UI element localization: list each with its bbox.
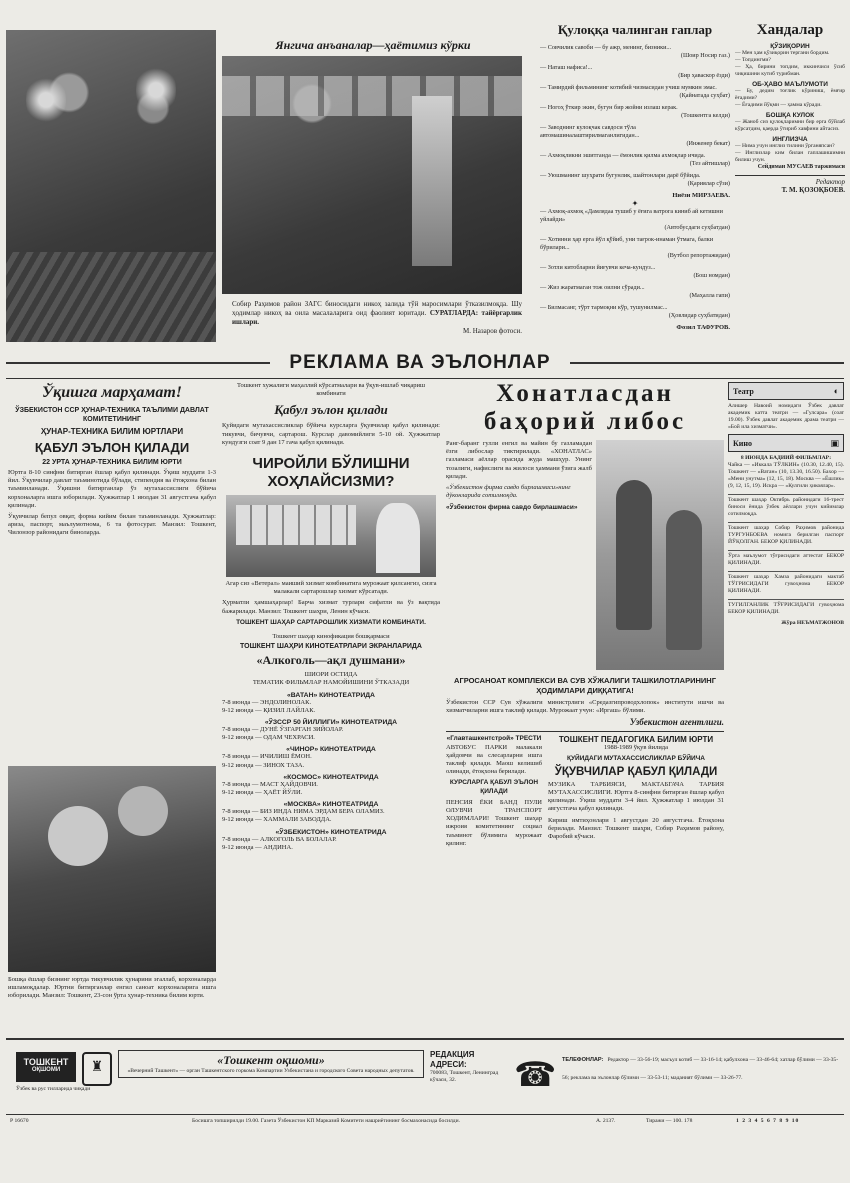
col2-head: Қабул эълон қилади <box>274 402 388 418</box>
col1-sub3: 22 УРТА ҲУНАР-ТЕХНИКА БИЛИМ ЮРТИ <box>42 459 182 466</box>
footer-order: А. 2137. <box>596 1118 616 1124</box>
quote-item <box>540 236 730 260</box>
quote-text: — Уюшманинг шуҳрати бугунлик, шайтонлари дарё бўйида. <box>540 172 701 179</box>
cinema-name: «ВАТАН» КИНОТЕАТРИДА <box>287 691 375 699</box>
quote-item <box>540 104 730 120</box>
quote-text: — Зотли китобларни йиғувчи кеча-кундуз... <box>540 264 656 271</box>
footer-page-numbers: 1 2 3 4 5 6 7 8 9 10 <box>736 1118 800 1124</box>
quote-text: — Жиз жаратмаган тож оилни сўради... <box>540 284 645 291</box>
quote-text: — Ногоҳ ўткир экин, бугун бир жойни излаш керак. <box>540 104 678 111</box>
col3-big1: Хонатласдан <box>496 380 674 407</box>
right-lost3: Тошкент шаҳар Хамза районидаги мактаб ТЎГРИСИДАГИ гувоҳнома БЕКОР ҚИЛИНАДИ. <box>728 571 844 595</box>
right-lost4: ТУГИЛГАНЛИК ТЎҒРИСИДАГИ гувоҳнома БЕКОР ҚИЛИНАДИ. <box>728 599 844 616</box>
quote-item <box>540 64 730 80</box>
footer-circulation: Тиражи — 100. 178 <box>646 1118 693 1124</box>
joke-heading: ҚЎЗИҚОРИН <box>770 43 810 50</box>
col1-photo-caption: Бошқа ёшлар бизнинг юртда тикувчилик ҳунарини эгаллаб, корхоналарда ишламоқдалар. Юртни битирганлар енгил саноат корхоналарига ишга юборилади. Манзил: Тошкент, 23-сон ўрта ҳунар-техника билим юрти. <box>8 976 216 1000</box>
photo-title: Янгича анъаналар—ҳаётимиз кўрки <box>275 38 471 52</box>
quote-text: — Ахмоқ-ахмоқ «Дамлядаа тушиб у ёғига ватрога киниб ай кетишни уйлайди» <box>540 208 723 223</box>
joke-text: — Мен ҳам қўзиқорин тергани бордим. — Топдингми? — Ҳа, бирини топдим, иккинчиси ўсиб чиқишини кутиб турибман. <box>735 50 845 77</box>
film-icon: ▣ <box>830 437 839 448</box>
quote-item <box>540 172 730 188</box>
quote-item <box>540 152 730 168</box>
col2-big: ЧИРОЙЛИ БЎЛИШНИ ХОҲЛАЙСИЗМИ? <box>252 455 410 491</box>
logo-box <box>16 1052 76 1082</box>
joke-text: — Бу, дедим тоғлик кўриниш, ёмғир ёғадими? — Ёғадими йўқми — ҳамма кўради. <box>735 88 845 108</box>
quotes-list-2 <box>540 208 730 320</box>
quote-source: (Инженер бекат) <box>686 140 730 147</box>
col2-body2: Ҳурматли ҳамшаҳарлар! Барча хизмат турлари сифатли ва ўз вақтида бажарилади. Манзил: Тошкент шаҳри, Ленин кўчаси. <box>222 599 440 615</box>
col2-photo-caption: Агар сиз «Ветерал» маиший хизмат комбинатига мурожаат қилсангиз, сизга малакали сартарошлар хизмат кўрсатади. <box>225 580 437 596</box>
paper-name-box <box>118 1050 424 1078</box>
cinema-schedule: 7-8 июнда — ЭНДОЛИНОЛАК. 9-12 июнда — ҚИЗИЛ ЛАЙЛАК. <box>222 698 316 714</box>
cinema-schedule: 7-8 июнда — АЛКОГОЛЬ ВА БОЛАЛАР. 9-12 июнда — АНДИНА. <box>222 835 337 851</box>
quote-source: (Қариялар сўзи) <box>687 180 730 187</box>
footer-printed: Босишга топширилди 19.00. Газета Ўзбекистон КП Марказий Комитети нашриётининг босмахонасида босилди. <box>192 1118 460 1124</box>
logo-top: ТОШКЕНТ <box>23 1057 69 1067</box>
star-divider-icon: ✦ <box>631 199 639 208</box>
quote-text: — Совчилик савоби — бу ажр, менинг, бизники... <box>540 44 672 51</box>
cinema-sub3: ТЕМАТИК ФИЛЬМЛАР НАМОЙИШИНИ ЎТКАЗАДИ <box>252 679 410 687</box>
quote-source: (Тошкентга келди) <box>681 112 730 119</box>
right-lost2: Ўрта маълумот тўғрисидаги аттестат БЕКОР ҚИЛИНАДИ. <box>728 550 844 567</box>
quote-text: — Ахмоқликни эшитганда — ёмонлик қилма ахмоқлар ичида. <box>540 152 706 159</box>
quote-text: — Тамирдий фильмининг котибий чизмасидан учиш мумкин эмас. <box>540 84 717 91</box>
quote-text: — Билмасанг, тўрт тармоқни кўр, тушунилмас... <box>540 304 668 311</box>
cinema-name: «МОСКВА» КИНОТЕАТРИДА <box>283 801 379 809</box>
kino-body: Чайка — «Иккала ТЎЛКИН» (10.30, 12.40, 15). Тошкент — «Ватан» (10, 13.30, 16.50). Бахор — «Мени унутма» (12, 15, 18). Москва — «Ёшлик» (9, 12, 15, 19). Искра — «Кулгили ҳикоялар». <box>728 462 844 489</box>
cinema-schedule: 7-8 июнда — ДУНЁ ЎЗГАРГАН ЗИЙОЛАР. 9-12 июнда — ОДАМ ЧЕХРАСИ. <box>222 726 344 742</box>
quote-item <box>540 264 730 280</box>
fashion-models-photo <box>596 440 724 670</box>
phones-head: ТЕЛЕФОНЛАР: <box>562 1057 604 1063</box>
quote-source: (Автобусдаги суҳбатдан) <box>664 224 730 231</box>
col3-mid: АГРОСАНОАТ КОМПЛЕКСИ ВА СУВ ХЎЖАЛИГИ ТАШКИЛОТЛАРИНИНГ ҲОДИМЛАРИ ДИҚҚАТИГА! <box>454 676 716 695</box>
cinema-sub: ТОШКЕНТ ШАҲРИ КИНОТЕАТРЛАРИ ЭКРАНЛАРИДА <box>240 643 422 651</box>
quote-source: (Вутбол репортажидан) <box>667 252 730 259</box>
barbershop-photo <box>226 495 436 577</box>
col3-mid-body: Ўзбекистон ССР Сув хўжалиги министрлиги «Средазгипроводхлопок» институти ишчи ва хизматчиларни ишга таклиф қилади. Мурожаат учун: «Иргаш» бўлими. <box>446 699 724 715</box>
col3-edu-sub: ҚУЙИДАГИ МУТАХАССИСЛИКЛАР БЎЙИЧА <box>567 754 705 762</box>
col3-pension: ПЕНСИЯ ЁКИ БАНД ПУЛИ ОЛУВЧИ ТРАНСПОРТ ХОДИМЛАРИ! Тошкент шаҳар ижроия комитетининг социал таъминот бўлимига мурожаат қилинг. <box>446 798 542 847</box>
paper-name: «Тошкент оқшоми» <box>217 1053 325 1067</box>
cinema-name: «ЎЗССР 50 ЙИЛЛИГИ» КИНОТЕАТРИДА <box>264 719 398 727</box>
phones-text: Редактор — 33-56-19; масъул котиб — 33-16-14; қабулхона — 33-46-64; хатлар бўлими — 33-35-56; реклама ва эълонлар бўлими — 33-53-11; маданият бўлими — 33-26-77. <box>562 1057 839 1081</box>
cinema-name: «ЎЗБЕКИСТОН» КИНОТЕАТРИДА <box>275 828 387 836</box>
quote-text: — Хотинни ҳар ерга йўл қўйиб, уни тағрок-инаман ўтмага, балки бўрилари... <box>540 236 714 251</box>
cinema-name: «КОСМОС» КИНОТЕАТРИДА <box>283 773 379 781</box>
col1-sub1: ЎЗБЕКИСТОН ССР ҲУНАР-ТЕХНИКА ТАЪЛИМИ ДАВЛАТ КОМИТЕТИНИНГ <box>15 407 209 423</box>
quotes-signature: Ниёзи МИРЗАЕВА. <box>672 192 730 199</box>
col1-title: Ўқишга марҳамат! <box>42 384 182 401</box>
logo-sub: ОҚШОМИ <box>31 1067 61 1073</box>
footer-left-small: Ўзбек ва рус тилларида чиқади <box>16 1086 91 1092</box>
col3-park-body: АВТОБУС ПАРКИ малакали ҳайдовчи ва слесарларни ишга таклиф қилади. Маош келишиб олинади, ётоқхона берилади. <box>446 743 542 776</box>
cinema-schedule: 7-8 июнда — МАСТ ҲАЙДОВЧИ. 9-12 июнда — ҲАЁТ ЙЎЛИ. <box>222 780 318 797</box>
quote-text: — Заводнинг кулоқчак савдоси тўла автомашиналаштирилмаганлигидан... <box>540 124 640 139</box>
ad-column-1 <box>8 382 216 762</box>
banner-rule-bottom <box>6 378 844 379</box>
quotes-title: Қулоққа чалинган гаплар <box>557 22 713 37</box>
quote-source: (Маҳалла гапи) <box>689 292 730 299</box>
footer <box>6 1042 844 1160</box>
quote-item <box>540 44 730 60</box>
quotes-column <box>540 22 730 362</box>
quote-item <box>540 84 730 100</box>
quote-source: (Ҳовлидар суҳбатидан) <box>668 312 730 319</box>
quote-item <box>540 208 730 232</box>
editor-box: Редактор Т. М. ҚОЗОҚБОЕВ. <box>735 175 845 194</box>
cinema-name: «ЧИНОР» КИНОТЕАТРИДА <box>286 746 376 754</box>
col2-body: Қуйидаги мутахассисликлар бўйича курсларга ўқувчилар қабул қилинади: тикувчи, бичувчи, сартарош. Курслар давомийлиги 5-10 ой. Ҳужжатлар кундузги соат 9 дан 17 гача қабул қилинади. <box>222 422 440 446</box>
right-news: Тошкент шаҳар Октябрь районидаги 16-трест биноси ёнида ўзбек аёллари учун кийимлар сотилмоқда. <box>728 494 844 518</box>
cinema-top: Тошкент шаҳар кинофикация бошқармаси <box>272 633 390 641</box>
address-head: РЕДАКЦИЯ АДРЕСИ: <box>430 1050 475 1069</box>
sewing-workshop-photo <box>8 766 216 972</box>
col3-park-head: «Главташкентстрой» ТРЕСТИ <box>446 735 542 743</box>
teatr-body: Алишер Навоий номидаги Ўзбек давлат академик катта театри — «Гулсара» (соат 19.00). Ўзбек давлат академик драма театри — «Бой ила хизматчи». <box>728 403 844 430</box>
photo-caption: Собир Раҳимов район ЗАГС биносидаги никоҳ залида тўй маросимлари ўтказилмоқда. Шу ҳодимлар никоҳ ва оила масалаларига оид фаолият юритади. СУРАТЛАРДА: тайёргарлик ишлари. М. Назаров фотоси. <box>232 300 522 335</box>
quote-source: (Бир ҳаваскор ёзди) <box>678 72 730 79</box>
cinema-title: «Алкоголь—ақл душмани» <box>256 653 406 668</box>
right-sign: Жўра НЕЪМАТЖОНОВ <box>781 620 844 626</box>
joke-heading: ОБ-ҲАВО МАЪЛУМОТИ <box>752 81 828 88</box>
quotes-list <box>540 44 730 188</box>
col1-sub2: ҲУНАР-ТЕХНИКА БИЛИМ ЮРТЛАРИ <box>40 427 184 436</box>
cinema-sub2: ШИОРИ ОСТИДА <box>304 671 358 679</box>
quote-source: (Тез айтишлар) <box>689 160 730 167</box>
col3-edu-head: ТОШКЕНТ ПЕДАГОГИКА БИЛИМ ЮРТИ <box>558 735 714 745</box>
address-box <box>430 1050 510 1084</box>
col3-body2: «Ўзбекистон фирма савдо бирлашмаси»нинг дўконларида сотилмоқда. <box>446 484 571 500</box>
joke-heading: БОШҚА КУЛОК <box>765 112 815 119</box>
jokes-signature: Сейдиман МУСАЕВ таржимаси <box>757 164 845 170</box>
footer-rule <box>6 1038 844 1040</box>
col2-top: Тошкент хужалиги маҳаллий кўрсатмалари ва ўқув-ишлаб чиқариш комбинати <box>237 382 425 398</box>
ad-column-2 <box>222 382 440 1032</box>
kino-head: 8 ИЮНДА БАДИИЙ ФИЛЬМЛАР: <box>740 455 832 461</box>
quote-item <box>540 304 730 320</box>
phones-box <box>562 1048 840 1084</box>
joke-text: — Жаноб сиз қулоқларимни бир ерга бўйлаб кўрсатдим, қаерда ўтириб хавфини айтасиз. <box>735 119 845 132</box>
quotes2-signature: Фозил ТАФУРОВ. <box>676 324 730 331</box>
col3-edu-body2: Кириш имтиҳонлари 1 августдан 20 августгача. Ётоқхона берилади. Манзил: Тошкент шаҳри, Собир Раҳимов району, Фаробий кўчаси. <box>548 816 724 841</box>
teatr-header: Театр ◐ <box>728 382 844 400</box>
jokes-list <box>735 43 845 164</box>
quote-text: — Наташ нафиса!... <box>540 64 593 71</box>
phone-icon: ☎ <box>514 1057 557 1094</box>
wedding-hall-photo-left <box>6 30 216 342</box>
col3-body: Ранг-баранг гулли енгил ва майин бу газламадан ёзги либослар тиктирилади. «ХОНАТЛАС» газламаси аёллар орасида жуда машҳур. Унинг тозалиги, нафислиги ва жилоси ҳаммани ўзига жалб қилади. <box>446 440 592 480</box>
quote-source: (Шoир Носир газ.) <box>680 52 730 59</box>
col3-edu-big: ЎҚУВЧИЛАР ҚАБУЛ ҚИЛАДИ <box>554 765 718 778</box>
col2-signature: ТОШКЕНТ ШАҲАР САРТАРОШЛИК ХИЗМАТИ КОМБИНАТИ. <box>236 618 426 626</box>
quote-source: (Бош номдан) <box>693 272 730 279</box>
mask-icon: ◐ <box>833 386 839 396</box>
logo-mark-icon: ♜ <box>82 1052 112 1086</box>
joke-heading: ИНГЛИЗЧА <box>772 136 808 143</box>
address-text: 700083, Тошкент, Ленинград кўчаси, 32. <box>430 1070 499 1083</box>
right-lost: Тошкент шаҳар Собир Раҳимов районида ТУРГУНБОЕВА номига берилган паспорт ЙЎҚОЛГАН. БЕКОР ҚИЛИНАДИ. <box>728 522 844 546</box>
wedding-hall-photo-right <box>222 56 522 294</box>
col3-small: «Ўзбекистон фирма савдо бирлашмаси» <box>446 504 578 512</box>
col3-edu-body: МУЗИКА ТАРБИЯСИ, МАКТАБГАЧА ТАРБИЯ МУТАХАССИСЛИГИ. Юртга 8-синфни битирган ёшлар қабул қилинади. Ўқиш муддати 3-4 йил. Ҳужжатлар 1 июлдан 31 августгача қабул қилинади. <box>548 780 724 813</box>
col1-body2: Ўқувчилар бепул овқат, форма кийим билан таъминланади. Ҳужжатлар: ариза, паспорт, маълумотнома, 6 та фотосурат. Манзил: Тошкент, Чилонзор районидаги биноларда. <box>8 513 216 537</box>
col3-courses: КУРСЛАРГА ҚАБУЛ ЭЪЛОН ҚИЛАДИ <box>449 779 539 795</box>
col3-sign: Узбекистон агентлиги. <box>629 717 724 728</box>
col3-big2: баҳорий либос <box>483 408 687 435</box>
quote-item <box>540 124 730 148</box>
reklama-banner: РЕКЛАМА ВА ЭЪЛОНЛАР <box>270 352 570 374</box>
jokes-column <box>735 22 845 362</box>
quote-item <box>540 284 730 300</box>
joke-text: — Нима учун инглиз тилини ўрганяпсан? — Инглизлар ким билан гаплашишимни билиш учун. <box>735 143 845 163</box>
ad-column-3 <box>446 380 724 1035</box>
jokes-title: Хандалар <box>756 22 824 38</box>
col3-edu-years: 1988-1989 ўқув йилида <box>603 744 668 752</box>
kino-header: Кино ▣ <box>728 434 844 452</box>
col1-body: Юртга 8-10 синфни битирган ёшлар қабул қилинади. Ўқиш муддати 1-3 йил. Ўқувчилар давлат таъминотида бўлади, стипендия ва ётоқхона билан таъминланади. Ўқишни битирганлар ўз мутахассислиги бўйича корхоналарга ишга юборилади. Ҳужжатлар 1 июлдан 31 августгача қабул қилинади. <box>8 469 216 509</box>
col1-big: ҚАБУЛ ЭЪЛОН ҚИЛАДИ <box>34 440 190 455</box>
ad-column-4 <box>728 382 844 1032</box>
cinema-list <box>222 692 440 852</box>
cinema-schedule: 7-8 июнда — БИЗ ИНДА НИМА ЭРДАМ БЕРА ОЛАМИЗ. 9-12 июнда — ХАММАЛИ ЗАВОДДА. <box>222 808 385 824</box>
quote-source: (Қайнатада суҳбат) <box>679 92 730 99</box>
footer-code: Р 16670 <box>10 1118 29 1124</box>
cinema-schedule: 7-8 июнда — ИЧИЛИШ ЁМОН. 9-12 июнда — ЗИНОХ ТАЗА. <box>222 753 312 769</box>
paper-sub: «Вечерний Ташкент» — орган Ташкентского горкома Компартии Узбекистана и городского Совета народных депутатов. <box>127 1068 415 1074</box>
